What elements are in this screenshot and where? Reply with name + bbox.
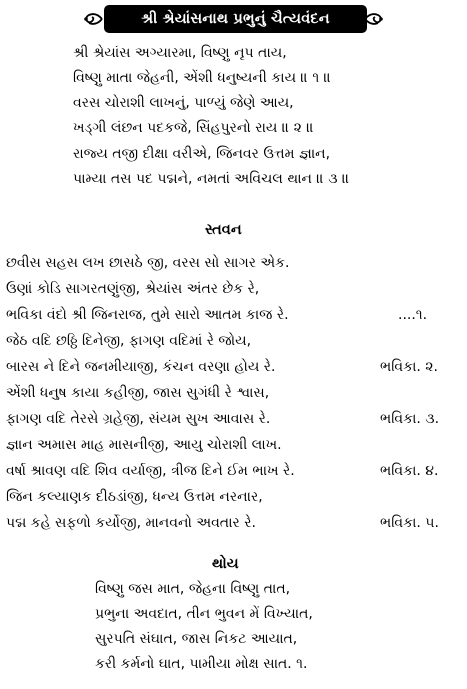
stavan-line: ભવિકા વંદો શ્રી જિનરાજ, તુમે સારો આતમ કાજ રે. [6, 307, 289, 323]
flourish-right-icon [363, 9, 383, 29]
stavan-line: ફાગણ વદિ તેરસે ગ્રહેજી, સંયમ સુખ આવાસ રે. [6, 411, 271, 427]
thoy-line: વિષ્ણુ જસ માત, જેહના વિષ્ણુ તાત, [95, 581, 291, 597]
stavan-line: ઉણાં કોડિ સાગરતણુંજી, શ્રેયાંસ અંતર છેક રે, [6, 281, 260, 297]
flourish-left-icon [84, 9, 104, 29]
thoy-line: સુરપતિ સંઘાત, જાસ નિકટ આયાત, [95, 631, 298, 647]
chaityavandan-line: રાજ્ય તજી દીક્ષા વરીએ, જિનવર ઉત્તમ જ્ઞાન, [73, 146, 331, 162]
thoy-line: કરી કર્મનો ઘાત, પામીયા મોક્ષ સાત. ૧. [95, 656, 308, 672]
chaityavandan-line: વિષ્ણુ માતા જેહની, એંશી ધનુષ્યની કાય ॥ ૧ ॥ [73, 70, 332, 86]
stavan-line: પદ્મ કહે સફળો કર્યોજી, માનવનો અવતાર રે. [6, 515, 256, 531]
verse-number: ભવિકા. ૫. [380, 515, 439, 531]
stavan-line: એંશી ધનુષ કાયા કહીજી, જાસ સુગંધી રે શ્વાસ, [6, 385, 270, 401]
chaityavandan-line: પામ્યા તસ પદ પદ્મને, નમતાં અવિચલ થાન ॥ ૩ ॥ [73, 171, 350, 187]
stavan-line: જેઠ વદિ છઠ્ઠિ દિનેજી, ફાગણ વદિમાં રે જોય, [6, 333, 252, 349]
thoy-line: પ્રભુના અવદાત, તીન ભુવન મેં વિખ્યાત, [95, 606, 313, 622]
stavan-line: જિન કલ્યાણક દીઠડાંજી, ધન્ય ઉત્તમ નરનાર, [6, 489, 263, 505]
chaityavandan-line: શ્રી શ્રેયાંસ અગ્યારમા, વિષ્ણુ નૃપ તાય, [73, 45, 287, 61]
verse-number: ભવિકા. ૪. [380, 463, 439, 479]
title-band [104, 5, 367, 33]
stavan-line: જ્ઞાન અમાસ માહ માસનીજી, આયુ ચોરાશી લાખ. [6, 437, 282, 453]
stavan-heading: સ્તવન [205, 222, 242, 238]
stavan-line: બારસ ને દિને જનમીયાજી, કંચન વરણા હોય રે. [6, 359, 276, 375]
page-title: શ્રી શ્રેયાંસનાથ પ્રભુનું ચૈત્યવંદન [141, 11, 330, 27]
thoy-heading: થોય [212, 556, 239, 572]
verse-number: ભવિકા. ૩. [380, 411, 440, 427]
chaityavandan-line: વરસ ચોરાશી લાખનું, પાળ્યું જેણે આય, [73, 95, 294, 111]
stavan-line: છવીસ સહસ લખ છાસઠે જી, વરસ સો સાગર એક. [6, 255, 290, 271]
stavan-line: વર્ષા શ્રાવણ વદિ શિવ વર્યાજી, ત્રીજ દિને ઈમ ભાખ રે. [6, 463, 295, 479]
verse-number: ભવિકા. ૨. [380, 359, 438, 375]
chaityavandan-line: ખડ્ગી લંછન પદકજે, સિંહપુરનો રાય ॥ ૨ ॥ [73, 120, 314, 136]
verse-number: ....૧. [398, 307, 428, 323]
